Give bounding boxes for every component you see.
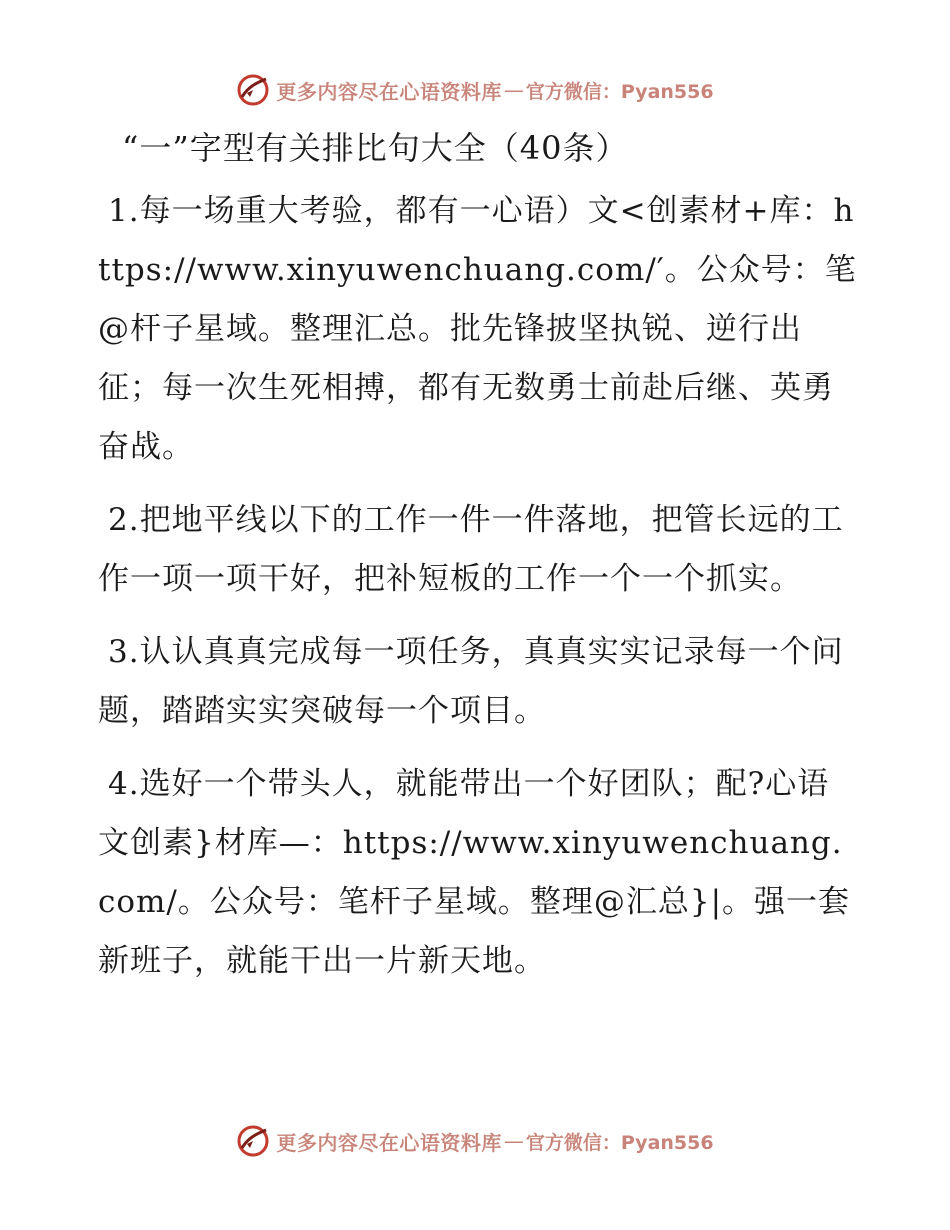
footer-watermark — [0, 1121, 950, 1161]
seal-logo-icon — [236, 1124, 270, 1158]
header-wechat-text: 官方微信：Pyan556 — [525, 80, 714, 103]
paragraph-2: 2.把地平线以下的工作一件一件落地，把管长远的工作一项一项干好，把补短板的工作一个一个抓实。 — [98, 502, 844, 597]
footer-wechat-text: 官方微信：Pyan556 — [525, 1131, 714, 1154]
header-site-text: 更多内容尽在心语资料库 — [276, 79, 502, 104]
footer-site-text: 更多内容尽在心语资料库 — [276, 1130, 502, 1155]
document-body — [98, 122, 858, 1005]
header-separator: — — [503, 78, 524, 102]
paragraph-1: 1.每一场重大考验，都有一心语）文<创素材+库：https://www.xinyuwenchuang.com/′。公众号：笔@杆子星域。整理汇总。批先锋披坚执锐、逆行出征；每一次生死相搏，都有无数勇士前赴后继、英勇奋战。 — [98, 193, 857, 465]
paragraph-3: 3.认认真真完成每一项任务，真真实实记录每一个问题，踏踏实实突破每一个项目。 — [98, 634, 844, 729]
paragraph-4: 4.选好一个带头人，就能带出一个好团队；配?心语文创素}材库—：https://www.xinyuwenchuang.com/。公众号：笔杆子星域。整理@汇总}|。强一套新班子，就能干出一片新天地。 — [98, 766, 851, 979]
document-title: “一”字型有关排比句大全（40条） — [122, 129, 629, 167]
seal-logo-icon — [236, 73, 270, 107]
footer-separator: — — [503, 1129, 524, 1153]
header-watermark — [0, 70, 950, 110]
